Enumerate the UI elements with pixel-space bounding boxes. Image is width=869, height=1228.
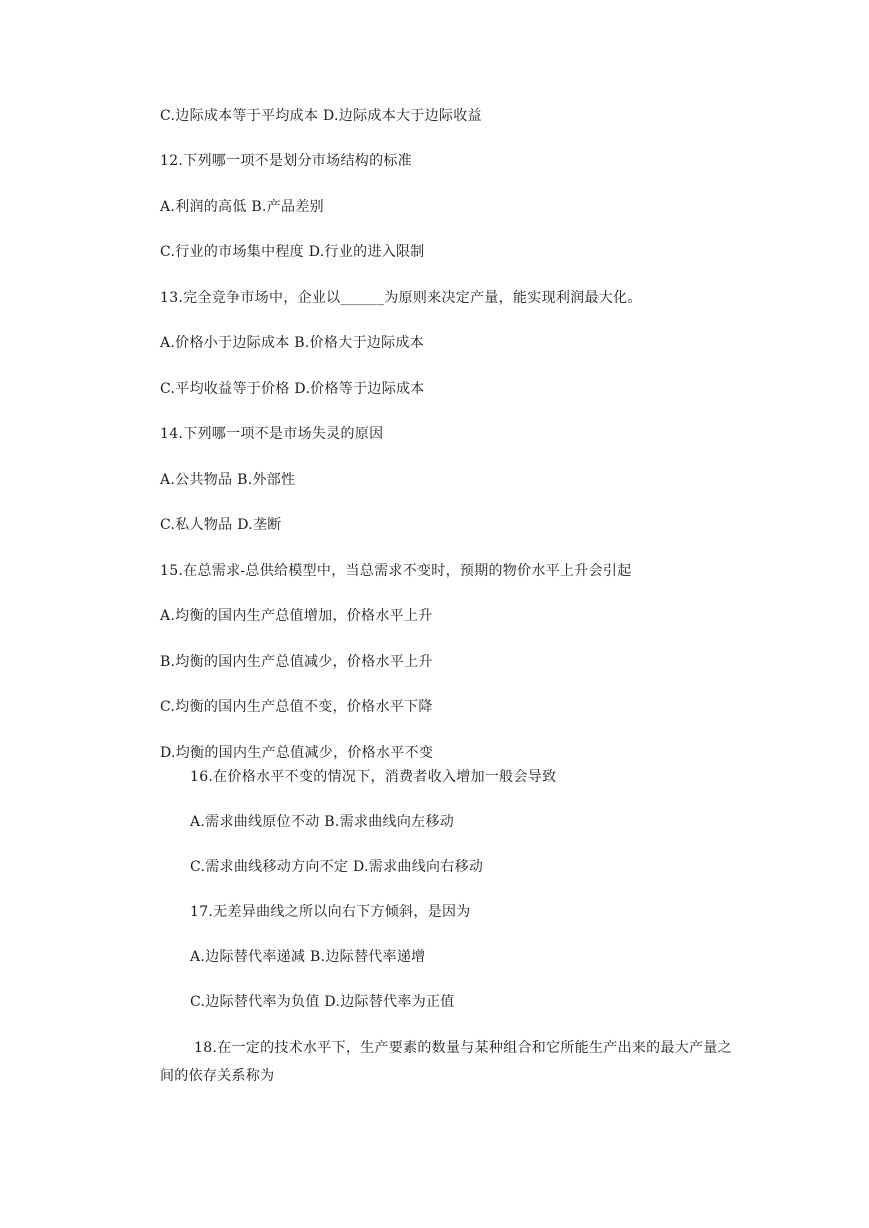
question-18 xyxy=(160,1034,740,1090)
option-line: C.边际替代率为负值 D.边际替代率为正值 xyxy=(190,994,455,1010)
option-line: A.边际替代率递减 B.边际替代率递增 xyxy=(190,949,426,965)
option-line: C.需求曲线移动方向不定 D.需求曲线向右移动 xyxy=(190,859,484,875)
option-line: D.均衡的国内生产总值减少，价格水平不变 xyxy=(160,745,434,761)
option-line: A.利润的高低 B.产品差别 xyxy=(160,199,324,215)
option-line: A.均衡的国内生产总值增加，价格水平上升 xyxy=(160,608,433,624)
option-line: C.均衡的国内生产总值不变，价格水平下降 xyxy=(160,699,433,715)
option-line: C.行业的市场集中程度 D.行业的进入限制 xyxy=(160,244,425,260)
option-line: C.私人物品 D.垄断 xyxy=(160,517,282,533)
question-16: 16.在价格水平不变的情况下，消费者收入增加一般会导致 xyxy=(190,769,557,785)
question-14: 14.下列哪一项不是市场失灵的原因 xyxy=(160,426,384,442)
option-line: C.平均收益等于价格 D.价格等于边际成本 xyxy=(160,381,425,397)
option-line: B.均衡的国内生产总值减少，价格水平上升 xyxy=(160,654,433,670)
question-12: 12.下列哪一项不是划分市场结构的标准 xyxy=(160,153,412,169)
question-15: 15.在总需求-总供给模型中，当总需求不变时，预期的物价水平上升会引起 xyxy=(160,563,632,579)
question-17: 17.无差异曲线之所以向右下方倾斜，是因为 xyxy=(190,904,471,920)
question-18-text: 18.在一定的技术水平下，生产要素的数量与某种组合和它所能生产出来的最大产量之间的依存关系称为 xyxy=(160,1040,732,1084)
option-line: A.需求曲线原位不动 B.需求曲线向左移动 xyxy=(190,814,455,830)
option-line: C.边际成本等于平均成本 D.边际成本大于边际收益 xyxy=(160,108,482,124)
question-13: 13.完全竞争市场中，企业以______为原则来决定产量，能实现利润最大化。 xyxy=(160,290,642,306)
option-line: A.公共物品 B.外部性 xyxy=(160,472,296,488)
option-line: A.价格小于边际成本 B.价格大于边际成本 xyxy=(160,335,425,351)
